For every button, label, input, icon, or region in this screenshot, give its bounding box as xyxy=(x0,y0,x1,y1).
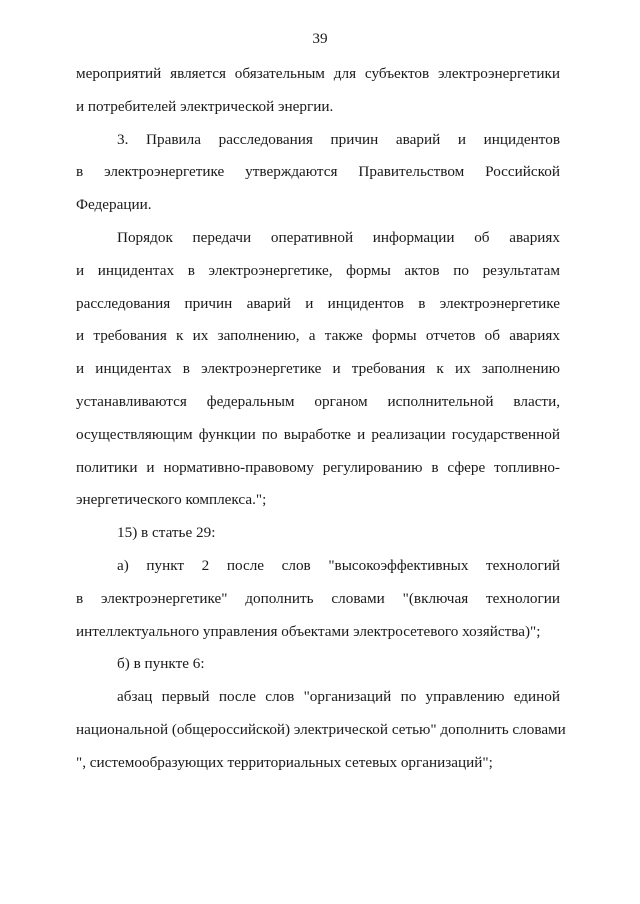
paragraph xyxy=(76,222,560,517)
text-line: осуществляющим функции по выработке и реализации государственной xyxy=(76,425,560,443)
text-line: интеллектуального управления объектами электросетевого хозяйства)"; xyxy=(76,622,541,640)
document-body xyxy=(76,58,566,780)
paragraph xyxy=(76,550,560,648)
page-number: 39 xyxy=(312,30,328,47)
paragraph xyxy=(76,58,560,124)
paragraph xyxy=(76,124,560,222)
text-line: расследования причин аварий и инцидентов в электроэнергетике xyxy=(76,294,560,312)
text-line: б) в пункте 6: xyxy=(117,655,205,673)
text-line: Порядок передачи оперативной информации об авариях xyxy=(117,228,560,246)
paragraph xyxy=(76,517,560,550)
text-line: политики и нормативно-правовому регулированию в сфере топливно- xyxy=(76,458,560,476)
text-line: Федерации. xyxy=(76,196,152,214)
text-line: в электроэнергетике утверждаются Правительством Российской xyxy=(76,163,560,181)
text-line: национальной (общероссийской) электрической сетью" дополнить словами xyxy=(76,720,566,738)
text-line: энергетического комплекса."; xyxy=(76,491,267,509)
text-line: устанавливаются федеральным органом исполнительной власти, xyxy=(76,392,560,410)
text-line: 15) в статье 29: xyxy=(117,524,216,542)
text-line: и потребителей электрической энергии. xyxy=(76,97,334,115)
text-line: мероприятий является обязательным для субъектов электроэнергетики xyxy=(76,65,560,82)
text-line: и инцидентах в электроэнергетике и требования к их заполнению xyxy=(76,360,560,378)
text-line: и требования к их заполнению, а также формы отчетов об авариях xyxy=(76,327,560,345)
text-line: абзац первый после слов "организаций по управлению единой xyxy=(117,688,560,706)
text-line: в электроэнергетике" дополнить словами "(включая технологии xyxy=(76,589,560,607)
paragraph xyxy=(76,648,560,681)
text-line: и инцидентах в электроэнергетике, формы актов по результатам xyxy=(76,261,560,279)
text-line: а) пункт 2 после слов "высокоэффективных технологий xyxy=(117,556,560,574)
paragraph xyxy=(76,681,566,779)
text-line: ", системообразующих территориальных сетевых организаций"; xyxy=(76,753,493,771)
text-line: 3. Правила расследования причин аварий и инцидентов xyxy=(117,130,560,148)
